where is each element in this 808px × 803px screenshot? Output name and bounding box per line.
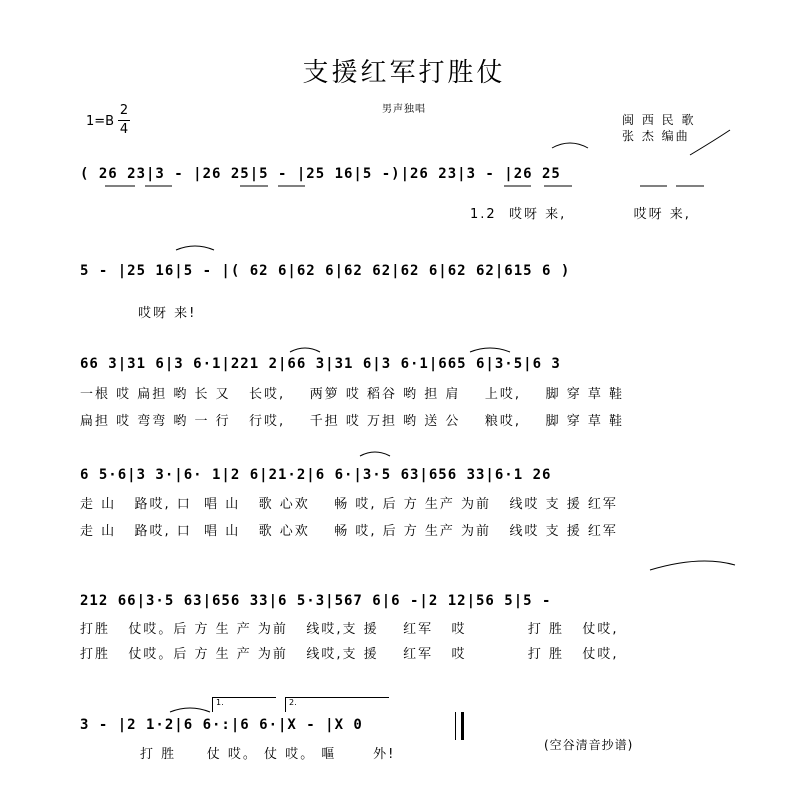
- lyric-row-5-verse-2: 打胜 仗哎。后 方 生 产 为前 线哎,支 援 红军 哎 打 胜 仗哎,: [80, 647, 619, 662]
- notation-row-3: 66 3|31 6|3 6·1|221 2|66 3|31 6|3 6·1|665 6|3·5|6 3: [80, 356, 561, 372]
- lyric-row-1: 1.2 哎呀 来, 哎呀 来,: [470, 207, 691, 222]
- source-note: (空谷清音抄谱): [544, 738, 634, 752]
- notation-row-6: 3 - |2 1·2|6 6·:|6 6·|X - |X 0: [80, 717, 363, 733]
- lyric-row-3-verse-1: 一根 哎 扁担 哟 长 又 长哎, 两箩 哎 稻谷 哟 担 肩 上哎, 脚 穿 草 鞋: [80, 387, 624, 402]
- meter-bottom: 4: [119, 122, 129, 137]
- lyric-row-4-verse-2: 走 山 路哎, 口 唱 山 歌 心欢 畅 哎, 后 方 生产 为前 线哎 支 援 红军: [80, 524, 618, 539]
- notation-row-1: ( 26 23|3 - |26 25|5 - |25 16|5 -)|26 23|3 - |26 25: [80, 166, 561, 182]
- lyric-row-2: 哎呀 来!: [138, 306, 197, 321]
- lyric-row-6: 打 胜 仗 哎。 仗 哎。 嘔 外!: [140, 747, 396, 762]
- credit-arranger: 张 杰 编曲: [622, 129, 690, 143]
- lyric-row-3-verse-2: 扁担 哎 弯弯 哟 一 行 行哎, 千担 哎 万担 哟 送 公 粮哎, 脚 穿 草 鞋: [80, 414, 624, 429]
- notation-row-2: 5 - |25 16|5 - |( 62 6|62 6|62 62|62 6|62 62|615 6 ): [80, 263, 571, 279]
- lyric-row-4-verse-1: 走 山 路哎, 口 唱 山 歌 心欢 畅 哎, 后 方 生产 为前 线哎 支 援 红军: [80, 497, 618, 512]
- notation-row-4: 6 5·6|3 3·|6· 1|2 6|21·2|6 6·|3·5 63|656 33|6·1 26: [80, 467, 552, 483]
- meter-top: 2: [119, 103, 129, 118]
- volta-second-ending: 2.: [285, 697, 389, 712]
- song-subtitle: 男声独唱: [382, 104, 426, 115]
- key-signature: 1=B: [86, 114, 115, 129]
- notation-row-5: 212 66|3·5 63|656 33|6 5·3|567 6|6 -|2 12|56 5|5 -: [80, 593, 552, 609]
- lyric-row-5-verse-1: 打胜 仗哎。后 方 生 产 为前 线哎,支 援 红军 哎 打 胜 仗哎,: [80, 622, 619, 637]
- credit-origin: 闽 西 民 歌: [622, 113, 696, 127]
- song-title: 支援红军打胜仗: [302, 58, 506, 88]
- volta-first-ending: 1.: [212, 697, 276, 712]
